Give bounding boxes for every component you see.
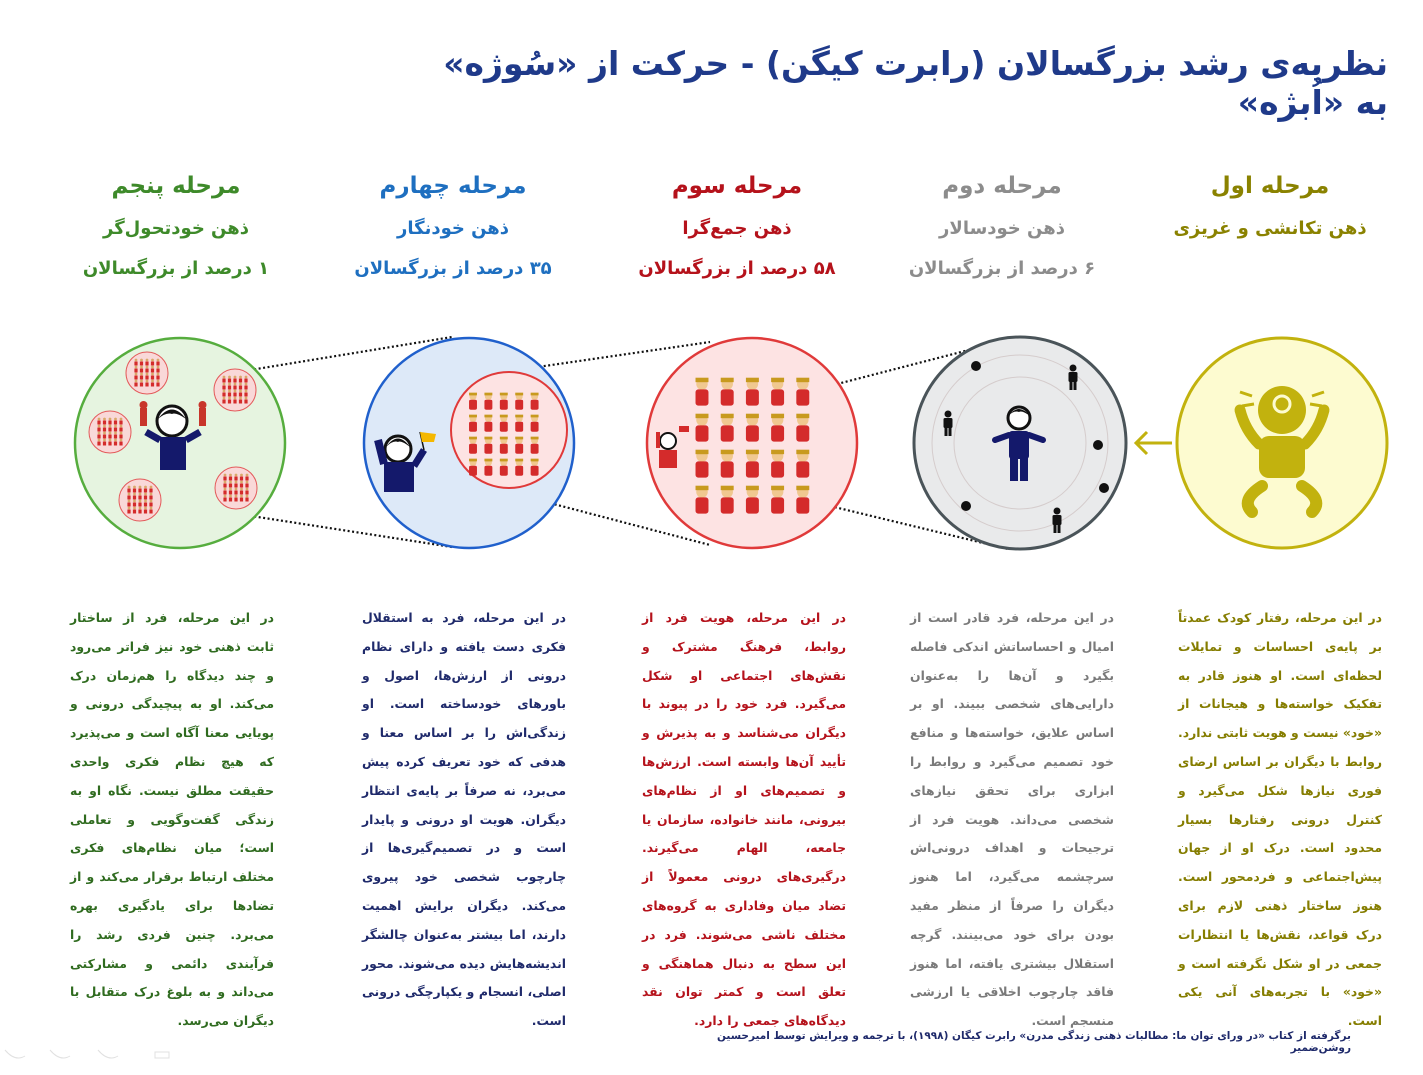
source-credit: برگرفته از کتاب «در ورای توان ما: مطالبات ذهنی زندگی مدرن» رابرت کیگان (۱۹۹۸)، با ترجمه و ویرایش توسط امیرحسین روشن‌ضمیر xyxy=(716,1030,1351,1054)
screen-icon xyxy=(155,1052,169,1058)
stage-4-name: مرحله چهارم xyxy=(379,173,527,199)
prev-icon xyxy=(5,1050,25,1058)
stage-4-mind: ذهن خودنگار xyxy=(396,218,510,239)
stage-5-name: مرحله پنجم xyxy=(111,173,241,199)
stage-1-header xyxy=(1150,166,1390,246)
stage-2-description: در این مرحله، فرد قادر است از امیال و احساساتش اندکی فاصله بگیرد و آن‌ها را به‌عنوان دارایی‌های شخصی ببیند. او بر اساس علایق، خواسته‌ها و منافع خود تصمیم می‌گیرد و روابط را ابزاری برای تحقق نیازهای شخصی می‌داند. هویت فرد از ترجیحات و اهداف درونی‌اش سرچشمه می‌گیرد، اما هنوز دیگران را صرفاً از منظر مفید بودن برای خود می‌بینند. گرچه استقلال بیشتری یافته، اما هنوز فاقد چارچوب اخلاقی یا ارزشی منسجم است. xyxy=(910,610,1114,1029)
stage-2-percent: ۶ درصد از بزرگسالان xyxy=(908,258,1096,279)
page-title: نظریه‌ی رشد بزرگسالان (رابرت کیگن) - حرکت از «سُوژه» به «اُبژه» xyxy=(443,44,1388,122)
stage-2-name: مرحله دوم xyxy=(942,173,1062,199)
pen-icon xyxy=(98,1050,118,1058)
zoom-connector-lines xyxy=(232,337,1008,549)
stage-3-mind: ذهن جمع‌گرا xyxy=(682,218,792,239)
stage-5-header xyxy=(56,166,296,286)
flag-leader-icon xyxy=(364,338,574,548)
crying-baby-icon xyxy=(1177,338,1387,548)
stage-4-description: در این مرحله، فرد به استقلال فکری دست یافته و دارای نظام درونی از ارزش‌ها، اصول و باورهای خودساخته است. او زندگی‌اش را بر اساس معنا و هدفی که خود تعریف کرده پیش می‌برد، نه صرفاً بر پایه‌ی انتظار دیگران. هویت او درونی و پایدار است و در تصمیم‌گیری‌ها از چارچوب شخصی خود پیروی می‌کند. دیگران برایش اهمیت دارند، اما بیشتر به‌عنوان چالشگر اندیشه‌هایش دیده می‌شوند. محور اصلی، انسجام و یکپارچگی درونی است. xyxy=(362,610,566,1029)
person-among-others-icon xyxy=(914,337,1126,549)
stage-3-name: مرحله سوم xyxy=(671,173,803,199)
stage-1-description: در این مرحله، رفتار کودک عمدتاً بر پایه‌ی احساسات و تمایلات لحظه‌ای است. او هنوز قادر به تفکیک خواسته‌ها و هیجانات از «خود» نیست و هویت ثابتی ندارد. روابط با دیگران بر اساس ارضای فوری نیازها شکل می‌گیرد و کنترل درونی رفتارها بسیار محدود است. درک او از جهان پیش‌اجتماعی و فردمحور است. هنوز ساختار ذهنی لازم برای درک قواعد، نقش‌ها یا انتظارات جمعی در او شکل نگرفته است و «خود» با تجربه‌های آنی یکی است. xyxy=(1178,610,1382,1029)
stage-3-description: در این مرحله، هویت فرد از روابط، فرهنگ مشترک و نقش‌های اجتماعی او شکل می‌گیرد. فرد خود را در پیوند با دیگران می‌شناسد و به پذیرش و تأیید آن‌ها وابسته است. ارزش‌ها و تصمیم‌های او از نظام‌های بیرونی، مانند خانواده، سازمان یا جامعه، الهام می‌گیرند. درگیری‌های درونی معمولاً از تضاد میان وفاداری به گروه‌های مختلف ناشی می‌شوند. فرد در این سطح به دنبال هماهنگی و تعلق است و کمتر توان نقد دیدگاه‌های جمعی را دارد. xyxy=(642,610,846,1029)
stage-5-mind: ذهن خودتحول‌گر xyxy=(103,218,249,239)
juggling-systems-icon xyxy=(75,338,285,548)
slideshow-controls[interactable] xyxy=(0,1046,200,1066)
stage-4-percent: ۳۵ درصد از بزرگسالان xyxy=(354,258,552,279)
stage-3-percent: ۵۸ درصد از بزرگسالان xyxy=(638,258,836,279)
next-icon xyxy=(50,1050,70,1058)
stage-5-percent: ۱ درصد از بزرگسالان xyxy=(82,258,270,279)
arrow-left-icon xyxy=(1136,432,1172,454)
group-conformity-icon xyxy=(647,338,857,548)
stage-5-description: در این مرحله، فرد از ساختار ثابت ذهنی خود نیز فراتر می‌رود و چند دیدگاه را هم‌زمان درک می‌کند. او به پیچیدگی درونی و پویایی معنا آگاه است و می‌پذیرد که هیچ نظام فکری واحدی حقیقت مطلق نیست. نگاه او به زندگی گفت‌وگویی و تعاملی است؛ میان نظام‌های فکری مختلف ارتباط برقرار می‌کند و از تضادها برای یادگیری بهره می‌برد. چنین فردی رشد را فرآیندی دائمی و مشارکتی می‌داند و به بلوغ درک متقابل با دیگران می‌رسد. xyxy=(70,610,274,1029)
stage-4-header xyxy=(333,166,573,286)
stage-1-mind: ذهن تکانشی و غریزی xyxy=(1173,218,1367,239)
stage-2-header xyxy=(882,166,1122,286)
stage-2-mind: ذهن خودسالار xyxy=(939,218,1065,239)
stage-3-header xyxy=(617,166,857,286)
stage-1-name: مرحله اول xyxy=(1210,173,1330,199)
